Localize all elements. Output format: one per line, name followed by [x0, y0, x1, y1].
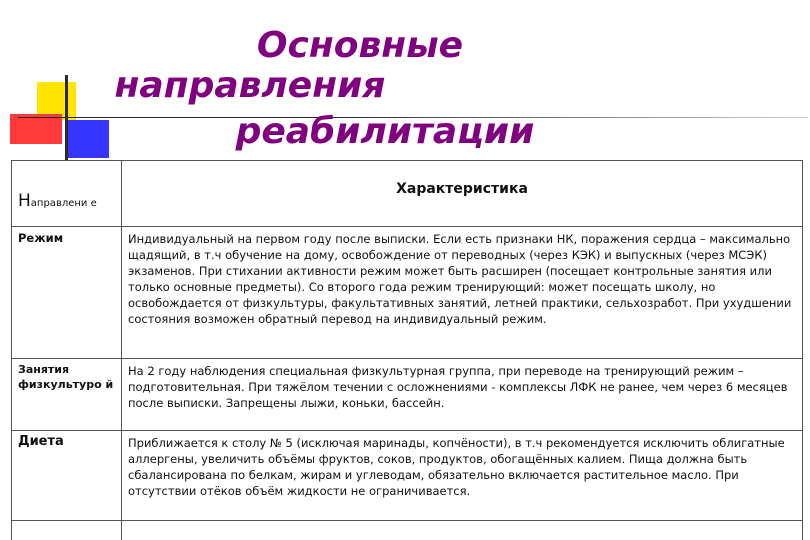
slide-title [100, 26, 580, 152]
title-line-3: реабилитации [235, 111, 535, 152]
rehabilitation-table [11, 160, 803, 540]
header-direction-initial: Н [18, 191, 31, 211]
header-characteristic: Характеристика [122, 161, 803, 227]
red-square-shape [10, 114, 62, 144]
table-row [12, 359, 803, 431]
row-label: Занятия физкультуро й [12, 359, 122, 431]
title-line-1: Основные [256, 25, 464, 66]
row-label-partial [12, 521, 122, 540]
row-text: Индивидуальный на первом году после выписки. Если есть признаки НК, поражения сердца – максимально щадящий, в т.ч обучение на дому, освобождение от переводных (через КЭК) и выпускных (через МСЭК) экзаменов. При стихании активности режим может быть расширен (посещает контрольные занятия или только основные предметы). Со второго года режим тренирующий: может посещать школу, но освобождается от физкультуры, факультативных занятий, летней практики, сельхозработ. При ухудшении состояния возможен обратный перевод на индивидуальный режим. [122, 227, 803, 359]
header-direction [12, 161, 122, 227]
row-label: Диета [12, 431, 122, 521]
table-row [12, 227, 803, 359]
row-text: На 2 году наблюдения специальная физкультурная группа, при переводе на тренирующий режим – подготовительная. При тяжёлом течении с осложнениями - комплексы ЛФК не ранее, чем через 6 месяцев после выписки. Запрещены лыжи, коньки, бассейн. [122, 359, 803, 431]
header-direction-rest: аправлени е [30, 198, 97, 209]
table-header-row [12, 161, 803, 227]
table-row-partial [12, 521, 803, 540]
row-text: Приближается к столу № 5 (исключая маринады, копчёности), в т.ч рекомендуется исключить облигатные аллергены, увеличить объёмы фруктов, соков, продуктов, обогащённых калием. Пища должна быть сбалансирована по белкам, жирам и углеводам, обязательно включается растительное масло. При отсутствии отёков объём жидкости не ограничивается. [122, 431, 803, 521]
row-label: Режим [12, 227, 122, 359]
table-row [12, 431, 803, 521]
row-text-partial [122, 521, 803, 540]
title-line-2: направления [114, 65, 386, 106]
